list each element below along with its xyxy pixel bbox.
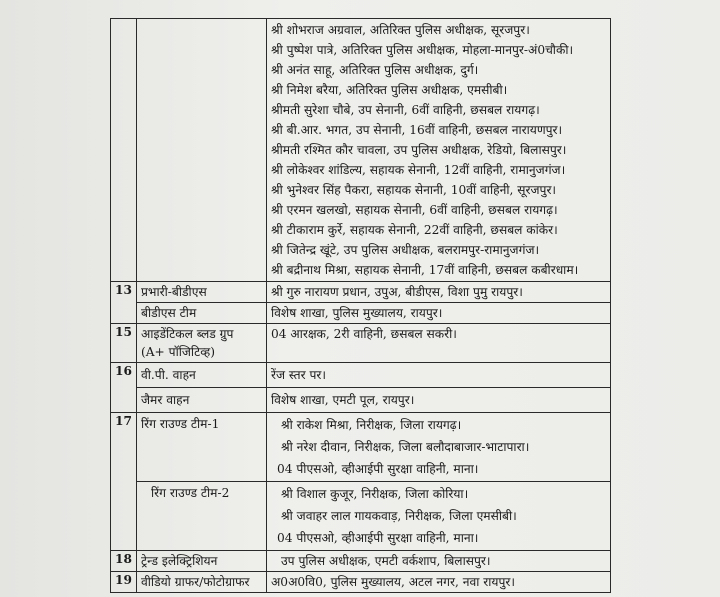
officer-line: श्री शोभराज अग्रवाल, अतिरिक्त पुलिस अधीक्षक, सूरजपुर। (271, 23, 530, 37)
table-row-16a (111, 363, 611, 388)
officer-line: श्री लोकेश्वर शांडिल्य, सहायक सेनानी, 12वीं वाहिनी, रामानुजगंज। (271, 163, 566, 177)
officer-line: श्री निमेश बरैया, अतिरिक्त पुलिस अधीक्षक, एमसीबी। (271, 83, 508, 97)
officer-line: श्री बद्रीनाथ मिश्रा, सहायक सेनानी, 17वीं वाहिनी, छसबल कबीरधाम। (271, 263, 579, 277)
detail-trained-electrician: उप पुलिस अधीक्षक, एमटी वर्कशाप, बिलासपुर। (267, 551, 611, 572)
table-row-15 (111, 324, 611, 363)
item-vp-vehicle: वी.पी. वाहन (137, 363, 267, 388)
table-row-19 (111, 572, 611, 593)
item-video-photographer: वीडियो ग्राफर/फोटोग्राफर (137, 572, 267, 593)
serial-number-18: 18 (111, 551, 137, 572)
duty-allocation-table (110, 18, 611, 593)
detail-jammer-vehicle: विशेष शाखा, एमटी पूल, रायपुर। (267, 388, 611, 413)
serial-number-15: 15 (111, 324, 137, 363)
table-row-17b (111, 482, 611, 551)
table-row-officers (111, 19, 611, 282)
item-cell (137, 19, 267, 282)
officer-line: श्री जितेन्द्र खूंटे, उप पुलिस अधीक्षक, बलरामपुर-रामानुजगंज। (271, 243, 540, 257)
table-row-16b (111, 388, 611, 413)
serial-number-13: 13 (111, 282, 137, 324)
item-bds-incharge: प्रभारी-बीडीएस (137, 282, 267, 303)
officer-line: श्री एरमन खलखो, सहायक सेनानी, 6वीं वाहिनी, छसबल रायगढ़। (271, 203, 558, 217)
detail-bds-team: विशेष शाखा, पुलिस मुख्यालय, रायपुर। (267, 303, 611, 324)
table-row-17a (111, 413, 611, 482)
officer-line: श्री अनंत साहू, अतिरिक्त पुलिस अधीक्षक, दुर्ग। (271, 63, 479, 77)
table-row-13b (111, 303, 611, 324)
detail-blood-group: 04 आरक्षक, 2री वाहिनी, छसबल सकरी। (267, 324, 611, 363)
officer-line: श्री भुनेश्वर सिंह पैकरा, सहायक सेनानी, 10वीं वाहिनी, सूरजपुर। (271, 183, 557, 197)
item-jammer-vehicle: जैमर वाहन (137, 388, 267, 413)
detail-ring-round-team-1: श्री राकेश मिश्रा, निरीक्षक, जिला रायगढ़। श्री नरेश दीवान, निरीक्षक, जिला बलौदाबाजार-भाटापारा। 04 पीएसओ, व्हीआईपी सुरक्षा वाहिनी, माना। (267, 413, 611, 482)
table-row-18 (111, 551, 611, 572)
officer-line: श्रीमती रश्मित कौर चावला, उप पुलिस अधीक्षक, रेडियो, बिलासपुर। (271, 143, 567, 157)
item-blood-group: आइडेंटिकल ब्लड ग्रुप (A+ पॉजिटिव्ह) (137, 324, 267, 363)
officer-list-cell (267, 19, 611, 282)
serial-number-17: 17 (111, 413, 137, 551)
detail-vp-vehicle: रेंज स्तर पर। (267, 363, 611, 388)
officer-line: श्री टीकाराम कुर्रे, सहायक सेनानी, 22वीं वाहिनी, छसबल कांकेर। (271, 223, 558, 237)
officer-line: श्री बी.आर. भगत, उप सेनानी, 16वीं वाहिनी, छसबल नारायणपुर। (271, 123, 563, 137)
officer-line: श्रीमती सुरेशा चौबे, उप सेनानी, 6वीं वाहिनी, छसबल रायगढ़। (271, 103, 540, 117)
serial-number-19: 19 (111, 572, 137, 593)
item-trained-electrician: ट्रेन्ड इलेक्ट्रिशियन (137, 551, 267, 572)
serial-number-cell (111, 19, 137, 282)
detail-video-photographer: अ0अ0वि0, पुलिस मुख्यालय, अटल नगर, नवा रायपुर। (267, 572, 611, 593)
item-ring-round-team-1: रिंग राउण्ड टीम-1 (137, 413, 267, 482)
table-row-13a (111, 282, 611, 303)
item-bds-team: बीडीएस टीम (137, 303, 267, 324)
item-ring-round-team-2: रिंग राउण्ड टीम-2 (137, 482, 267, 551)
serial-number-16: 16 (111, 363, 137, 413)
detail-ring-round-team-2: श्री विशाल कुजूर, निरीक्षक, जिला कोरिया। श्री जवाहर लाल गायकवाड़, निरीक्षक, जिला एमसीबी। 04 पीएसओ, व्हीआईपी सुरक्षा वाहिनी, माना। (267, 482, 611, 551)
officer-line: श्री पुष्पेश पात्रे, अतिरिक्त पुलिस अधीक्षक, मोहला-मानपुर-अं0चौकी। (271, 43, 574, 57)
detail-bds-incharge: श्री गुरु नारायण प्रधान, उपुअ, बीडीएस, विशा पुमु रायपुर। (267, 282, 611, 303)
